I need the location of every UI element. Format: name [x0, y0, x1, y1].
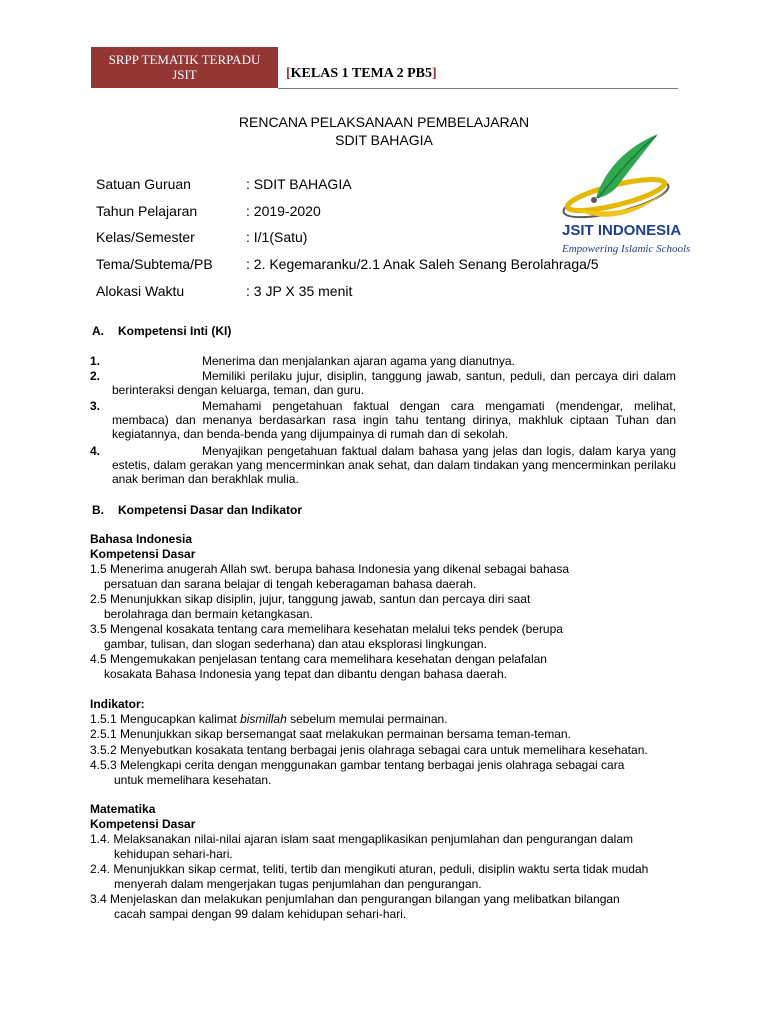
kd-item: 3.4 Menjelaskan dan melakukan penjumlahan dan pengurangan bilangan yang melibatkan bilangan cacah sampai dengan 99 dalam kehidupan sehari-hari.	[90, 892, 620, 921]
identity-label: Tahun Pelajaran	[96, 203, 198, 219]
identity-label: Alokasi Waktu	[96, 283, 185, 299]
header-class-text: KELAS 1 TEMA 2 PB5	[290, 66, 432, 81]
identity-label: Kelas/Semester	[96, 229, 195, 245]
ki-item: 2. Memiliki perilaku jujur, disiplin, tanggung jawab, santun, peduli, dan percaya diri dalam berinteraksi dengan keluarga, teman, dan guru.	[90, 369, 676, 397]
kd-item: 1.5 Menerima anugerah Allah swt. berupa bahasa Indonesia yang dikenal sebagai bahasa persatuan dan sarana belajar di tengah keberagaman bahasa daerah.	[90, 562, 570, 591]
kd-heading: Kompetensi Dasar	[90, 817, 196, 831]
logo-tagline: Empowering Islamic Schools	[562, 243, 690, 255]
indikator-item: 3.5.2 Menyebutkan kosakata tentang berbagai jenis olahraga sebagai cara untuk memelihara kesehatan.	[90, 743, 648, 757]
title-line2: SDIT BAHAGIA	[335, 132, 433, 148]
kd-item: 1.4. Melaksanakan nilai-nilai ajaran islam saat mengaplikasikan penjumlahan dan pengurangan dalam kehidupan sehari-hari.	[90, 832, 634, 861]
logo-name: JSIT INDONESIA	[562, 222, 682, 239]
ki-item: 3. Memahami pengetahuan faktual dengan cara mengamati (mendengar, melihat, membaca) dan menanya berdasarkan rasa ingin tahu tentang dirinya, makhluk ciptaan Tuhan dan kegiatannya, dan benda-benda yang dijumpainya di rumah dan di sekolah.	[90, 399, 676, 441]
identity-label: Tema/Subtema/PB	[96, 256, 213, 272]
header-divider	[278, 88, 678, 89]
identity-value: : SDIT BAHAGIA	[246, 176, 352, 192]
title-line1: RENCANA PELAKSANAAN PEMBELAJARAN	[238, 114, 530, 130]
header-class-label	[286, 66, 437, 82]
identity-value: : 3 JP X 35 menit	[246, 283, 353, 299]
bracket-close: ]	[432, 66, 437, 81]
ki-item: 1. Menerima dan menjalankan ajaran agama yang dianutnya.	[90, 354, 515, 368]
kd-item: 3.5 Mengenal kosakata tentang cara memelihara kesehatan melalui teks pendek (berupa gambar, tulisan, dan slogan sederhana) dan atau eksplorasi lingkungan.	[90, 622, 563, 651]
jsit-logo	[558, 132, 690, 260]
header-box-line2: JSIT	[172, 67, 197, 82]
bracket-open: [	[286, 66, 291, 81]
identity-value: : I/1(Satu)	[246, 229, 308, 245]
identity-value: : 2. Kegemaranku/2.1 Anak Saleh Senang Berolahraga/5	[246, 256, 599, 272]
kd-item: 2.4. Menunjukkan sikap cermat, teliti, tertib dan mengikuti aturan, peduli, disiplin waktu serta tidak mudah menyerah dalam mengerjakan tugas penjumlahan dan pengurangan.	[90, 862, 649, 891]
indikator-item: 2.5.1 Menunjukkan sikap bersemangat saat melakukan permainan bersama teman-teman.	[90, 727, 571, 741]
section-a-heading: A. Kompetensi Inti (KI)	[92, 324, 232, 338]
indikator-heading: Indikator:	[90, 697, 145, 711]
kd-heading: Kompetensi Dasar	[90, 547, 196, 561]
indikator-item: 4.5.3 Melengkapi cerita dengan menggunakan gambar tentang berbagai jenis olahraga sebagai cara untuk memelihara kesehatan.	[90, 758, 625, 787]
header-box-line1: SRPP TEMATIK TERPADU	[108, 52, 261, 67]
ki-item: 4. Menyajikan pengetahuan faktual dalam bahasa yang jelas dan logis, dalam karya yang estetis, dalam gerakan yang mencerminkan anak sehat, dan dalam tindakan yang mencerminkan perilaku anak beriman dan berakhlak mulia.	[90, 444, 676, 486]
identity-value: : 2019-2020	[246, 203, 321, 219]
kd-item: 4.5 Mengemukakan penjelasan tentang cara memelihara kesehatan dengan pelafalan kosakata Bahasa Indonesia yang tepat dan dibantu dengan bahasa daerah.	[90, 652, 547, 681]
identity-label: Satuan Guruan	[96, 176, 191, 192]
indikator-item: 1.5.1 Mengucapkan kalimat bismillah sebelum memulai permainan.	[90, 712, 448, 726]
section-b-heading: B. Kompetensi Dasar dan Indikator	[92, 503, 303, 517]
kd-item: 2.5 Menunjukkan sikap disiplin, jujur, tanggung jawab, santun dan percaya diri saat berolahraga dan bermain ketangkasan.	[90, 592, 531, 621]
subject-matematika: Matematika	[90, 802, 156, 816]
subject-bahasa: Bahasa Indonesia	[90, 532, 193, 546]
header-title-box	[91, 47, 278, 88]
